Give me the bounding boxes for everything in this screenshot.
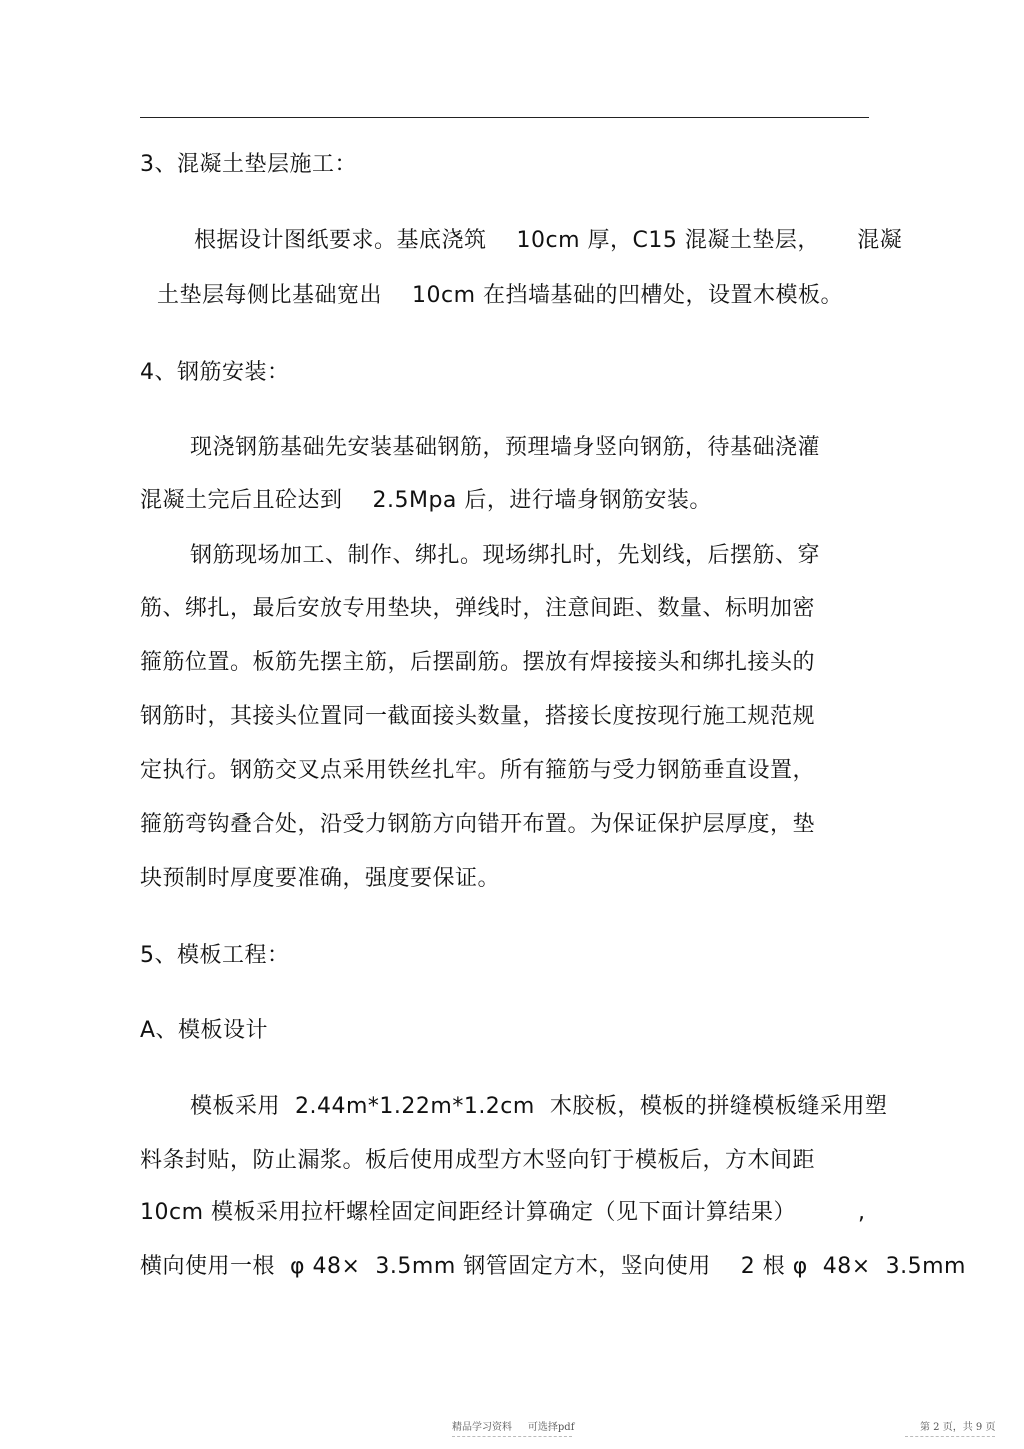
paragraph-line: 10cm 模板采用拉杆螺栓固定间距经计算确定（见下面计算结果）: [140, 1200, 797, 1225]
paragraph-line: 土垫层每侧比基础宽出 10cm 在挡墙基础的凹槽处，设置木模板。: [157, 283, 843, 308]
section-heading-5: 5、模板工程：: [140, 943, 290, 968]
subheading-a: A、模板设计: [140, 1018, 269, 1043]
paragraph-line: 现浇钢筋基础先安装基础钢筋，预理墙身竖向钢筋，待基础浇灌: [190, 435, 821, 460]
paragraph-line: 料条封贴，防止漏浆。板后使用成型方木竖向钉于模板后，方木间距: [140, 1148, 816, 1173]
paragraph-line: 横向使用一根 φ 48× 3.5mm 钢管固定方木，竖向使用 2 根 φ 48× 3.5mm: [140, 1254, 966, 1279]
footer-page-number: 第 2 页，共 9 页: [920, 1422, 996, 1433]
footer-center-text: 精品学习资料 可选择pdf: [452, 1422, 575, 1433]
footer-center-dash: [452, 1436, 572, 1437]
paragraph-line: 筋、绑扎，最后安放专用垫块，弹线时，注意间距、数量、标明加密: [140, 596, 816, 621]
paragraph-line: 根据设计图纸要求。基底浇筑 10cm 厚，C15 混凝土垫层， 混凝: [194, 228, 903, 253]
paragraph-line: 模板采用 2.44m*1.22m*1.2cm 木胶板，模板的拼缝模板缝采用塑: [190, 1094, 888, 1119]
paragraph-line: 钢筋现场加工、制作、绑扎。现场绑扎时，先划线，后摆筋、穿: [190, 543, 821, 568]
paragraph-line: 箍筋位置。板筋先摆主筋，后摆副筋。摆放有焊接接头和绑扎接头的: [140, 650, 816, 675]
paragraph-line: 混凝土完后且砼达到 2.5Mpa 后，进行墙身钢筋安装。: [140, 488, 712, 513]
footer-right-dash: [905, 1436, 995, 1437]
paragraph-line: 块预制时厚度要准确，强度要保证。: [140, 866, 501, 891]
section-heading-4: 4、钢筋安装：: [140, 360, 290, 385]
paragraph-line: 钢筋时，其接头位置同一截面接头数量，搭接长度按现行施工规范规: [140, 704, 816, 729]
section-heading-3: 3、混凝土垫层施工：: [140, 152, 357, 177]
header-rule: [140, 117, 869, 118]
paragraph-line: 定执行。钢筋交叉点采用铁丝扎牢。所有箍筋与受力钢筋垂直设置，: [140, 758, 816, 783]
stray-comma: ,: [858, 1200, 866, 1225]
paragraph-line: 箍筋弯钩叠合处，沿受力钢筋方向错开布置。为保证保护层厚度，垫: [140, 812, 816, 837]
